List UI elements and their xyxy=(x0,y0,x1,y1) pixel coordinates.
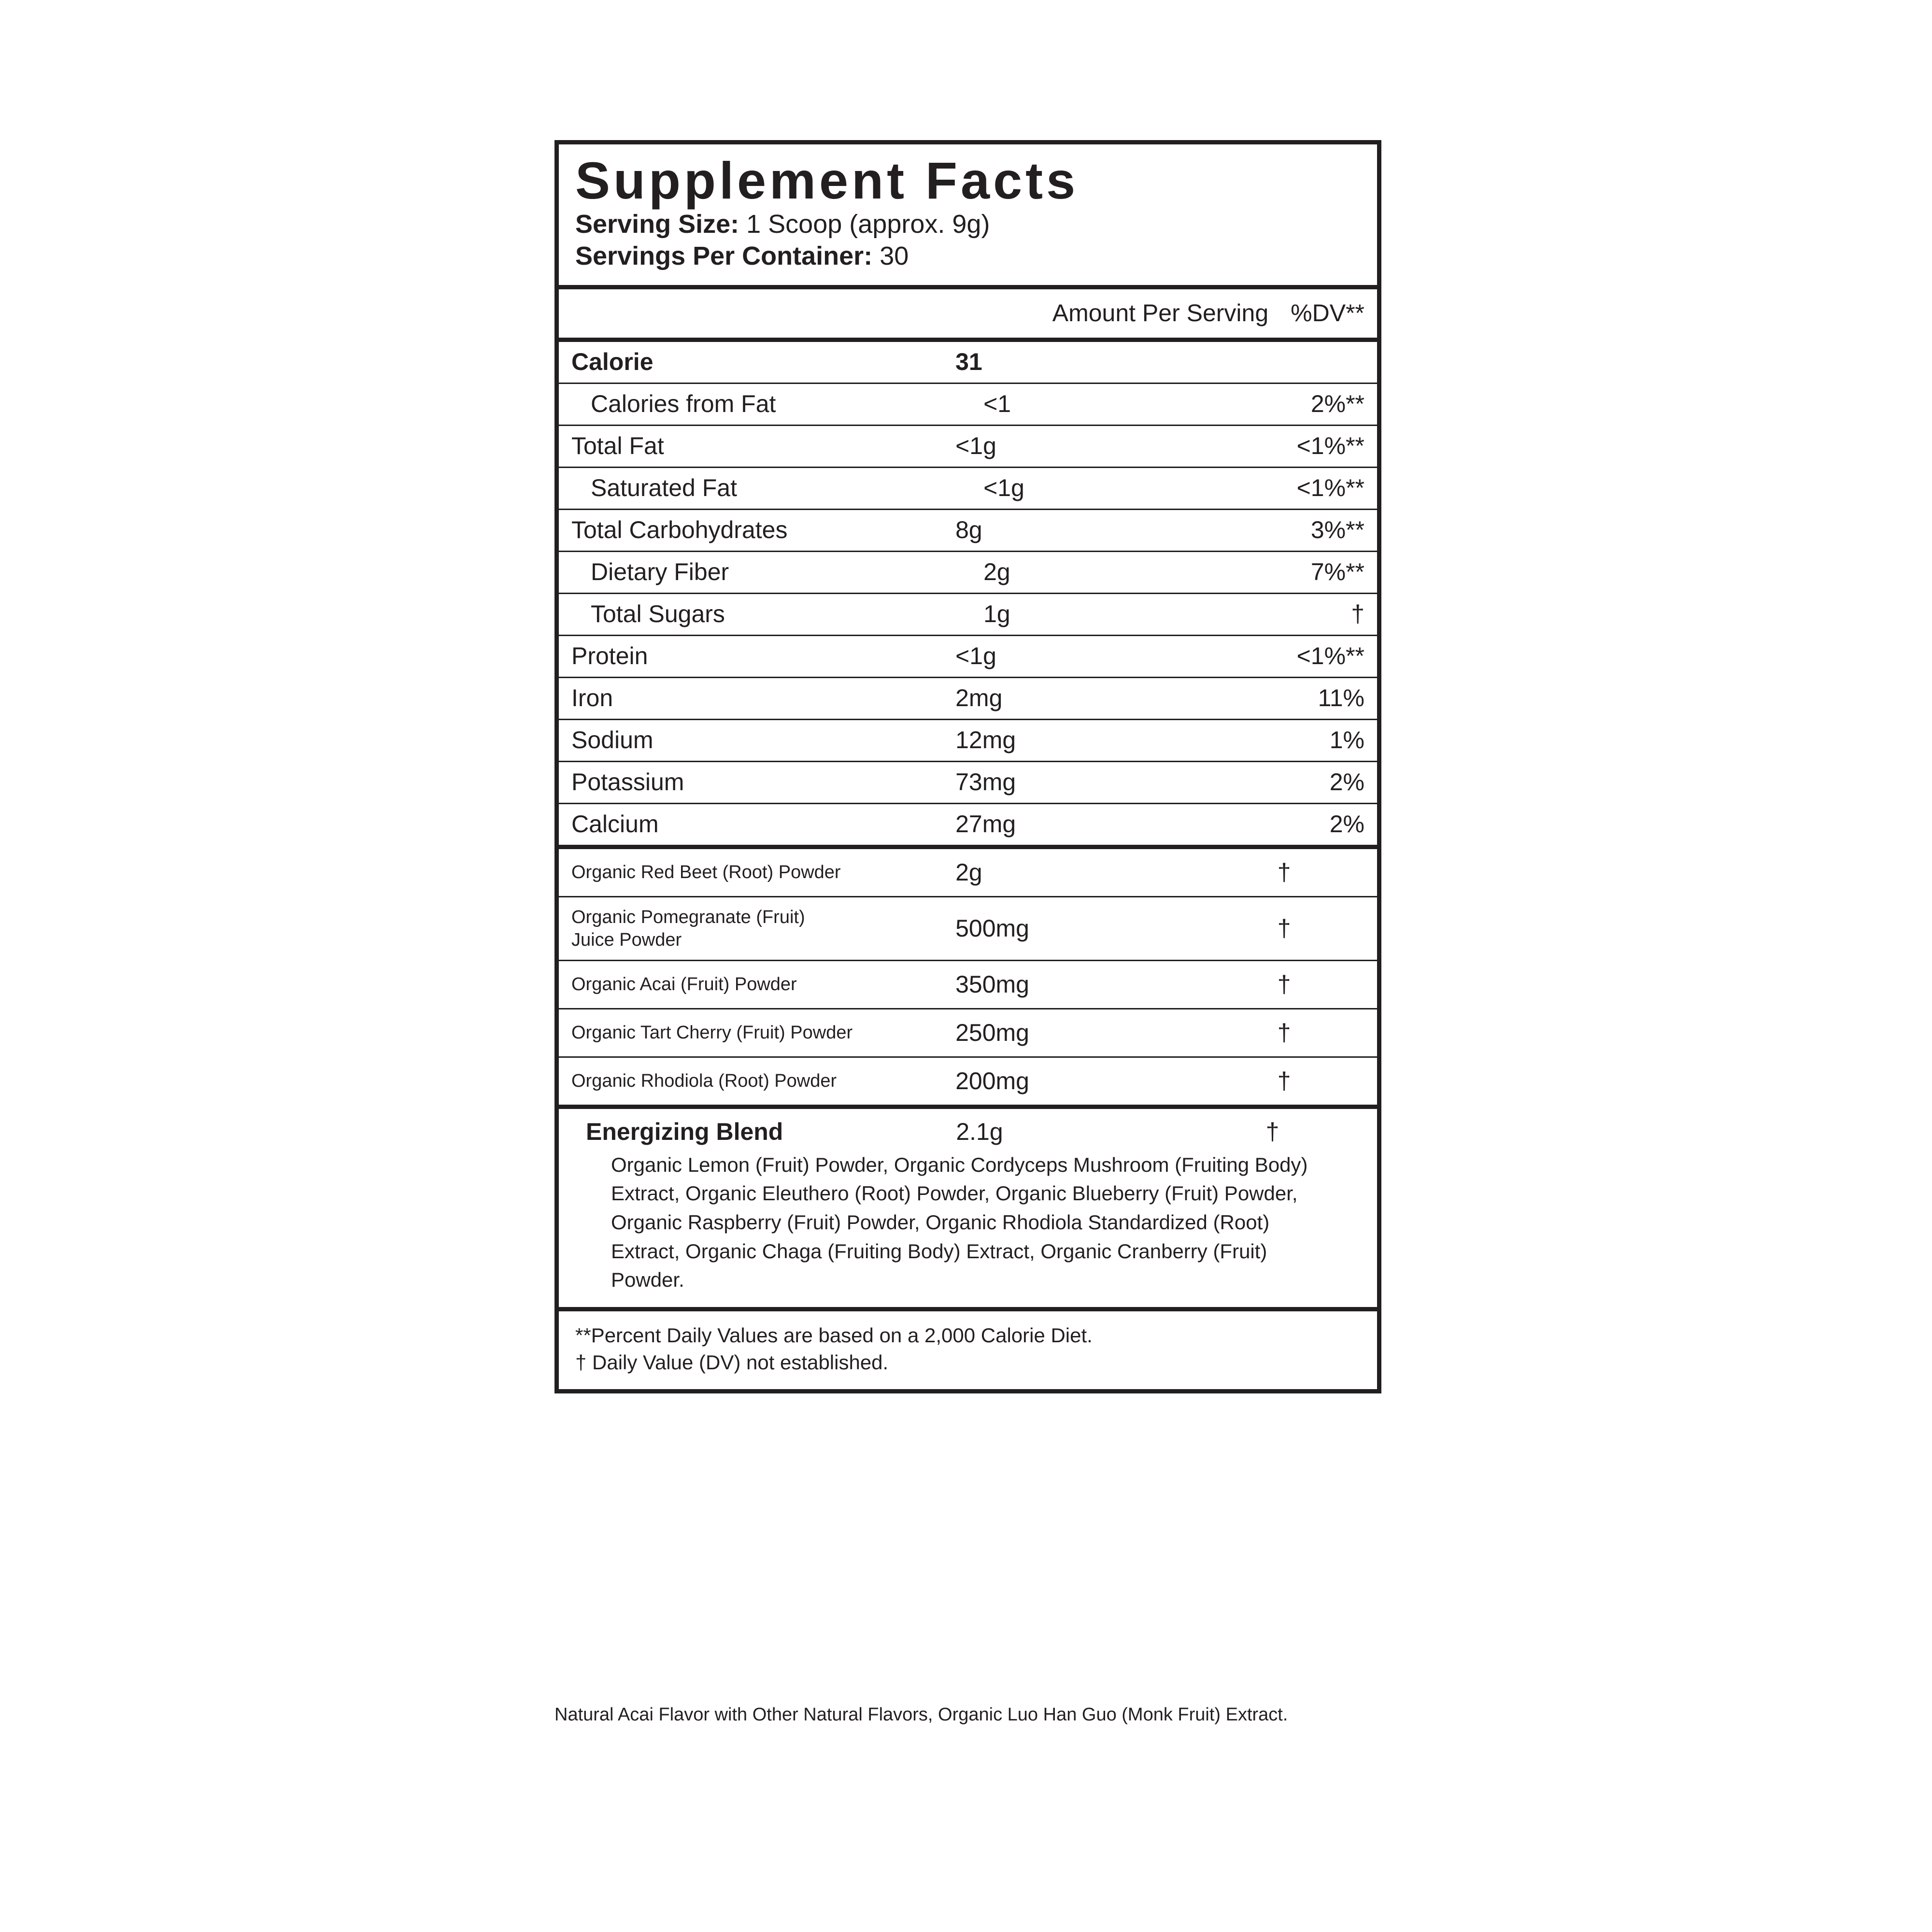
nutrient-dv: 2% xyxy=(1329,768,1364,796)
other-ingredients: Natural Acai Flavor with Other Natural Flavors, Organic Luo Han Guo (Monk Fruit) Extract. xyxy=(554,1705,1288,1725)
table-row xyxy=(559,1009,1377,1057)
table-row xyxy=(559,804,1377,845)
dv-header: %DV** xyxy=(1291,299,1364,327)
table-row xyxy=(559,720,1377,762)
nutrient-table xyxy=(554,342,1381,849)
nutrient-dv: 2%** xyxy=(1310,390,1364,418)
nutrient-dv: 2% xyxy=(1329,810,1364,838)
table-row xyxy=(559,552,1377,594)
table-row xyxy=(559,426,1377,468)
blend-header-row xyxy=(573,1118,1363,1146)
blend-components: Organic Lemon (Fruit) Powder, Organic Cordyceps Mushroom (Fruiting Body) Extract, Organic Eleuthero (Root) Powder, Organic Blueberry (Fruit) Powder, Organic Raspberry (Fruit) Powder, Organic Rhodiola Standardized (Root) Extract, Organic Chaga (Fruiting Body) Extract, Organic Cranberry (Fruit) Powder. xyxy=(611,1153,1308,1292)
nutrient-amount: <1g xyxy=(983,474,1024,502)
nutrient-amount: 1g xyxy=(983,600,1010,628)
table-row xyxy=(559,1057,1377,1105)
serving-size-value: 1 Scoop (approx. 9g) xyxy=(746,210,990,239)
ingredient-name: Organic Pomegranate (Fruit) Juice Powder xyxy=(571,907,805,950)
page-title: Supplement Facts xyxy=(575,151,1079,210)
ingredient-dv: † xyxy=(1277,970,1291,998)
footnote-percent-dv: **Percent Daily Values are based on a 2,000 Calorie Diet. xyxy=(575,1323,1093,1347)
nutrient-dv: 3%** xyxy=(1310,516,1364,544)
table-row xyxy=(559,342,1377,384)
blend-dv: † xyxy=(1265,1118,1279,1145)
blend-name: Energizing Blend xyxy=(586,1118,783,1145)
table-row xyxy=(559,384,1377,426)
nutrient-amount: 2mg xyxy=(955,684,1003,712)
nutrient-name: Protein xyxy=(571,642,648,670)
table-row xyxy=(559,636,1377,678)
nutrient-name: Total Fat xyxy=(571,432,664,460)
servings-per-container-value: 30 xyxy=(880,242,909,271)
ingredient-name: Organic Acai (Fruit) Powder xyxy=(571,974,797,995)
nutrient-amount: 12mg xyxy=(955,726,1016,754)
nutrient-dv: <1%** xyxy=(1296,432,1364,460)
servings-per-container-label: Servings Per Container: xyxy=(575,242,873,271)
ingredient-amount: 350mg xyxy=(955,970,1029,998)
ingredient-dv: † xyxy=(1277,859,1291,886)
ingredient-table xyxy=(554,849,1381,1109)
footnotes xyxy=(554,1311,1381,1393)
table-row xyxy=(559,849,1377,897)
table-row xyxy=(559,510,1377,552)
nutrient-amount: 73mg xyxy=(955,768,1016,796)
nutrient-amount: 2g xyxy=(983,558,1010,586)
table-row xyxy=(559,762,1377,804)
nutrient-name: Iron xyxy=(571,684,613,712)
serving-size-line xyxy=(575,209,1361,241)
ingredient-amount: 500mg xyxy=(955,915,1029,942)
nutrient-name: Calorie xyxy=(571,348,653,376)
serving-size-label: Serving Size: xyxy=(575,210,739,239)
footnote-dagger: † Daily Value (DV) not established. xyxy=(575,1351,889,1374)
nutrient-dv: 1% xyxy=(1329,726,1364,754)
column-headers xyxy=(554,289,1381,342)
nutrient-name: Total Sugars xyxy=(591,600,725,628)
supplement-facts-panel xyxy=(554,140,1381,1393)
blend-amount: 2.1g xyxy=(956,1118,1003,1145)
table-row xyxy=(559,960,1377,1009)
nutrient-amount: 8g xyxy=(955,516,982,544)
ingredient-amount: 200mg xyxy=(955,1067,1029,1094)
ingredient-dv: † xyxy=(1277,915,1291,942)
ingredient-name: Organic Red Beet (Root) Powder xyxy=(571,862,841,883)
nutrient-amount: <1g xyxy=(955,432,996,460)
nutrient-dv: 11% xyxy=(1318,684,1364,712)
nutrient-name: Calories from Fat xyxy=(591,390,776,418)
nutrient-amount: <1 xyxy=(983,390,1011,418)
nutrient-dv xyxy=(1213,354,1377,370)
nutrient-name: Total Carbohydrates xyxy=(571,516,788,544)
nutrient-name: Sodium xyxy=(571,726,653,754)
ingredient-amount: 2g xyxy=(955,859,982,886)
proprietary-blend xyxy=(554,1109,1381,1311)
nutrient-dv: 7%** xyxy=(1310,558,1364,586)
table-row xyxy=(559,468,1377,510)
table-row xyxy=(559,897,1377,961)
nutrient-amount: <1g xyxy=(955,642,996,670)
nutrient-name: Calcium xyxy=(571,810,659,838)
nutrient-dv: <1%** xyxy=(1296,474,1364,502)
nutrient-name: Potassium xyxy=(571,768,684,796)
nutrient-amount: 27mg xyxy=(955,810,1016,838)
ingredient-dv: † xyxy=(1277,1067,1291,1094)
amount-per-serving-header: Amount Per Serving xyxy=(1052,299,1269,327)
nutrient-dv: † xyxy=(1351,600,1364,628)
table-row xyxy=(559,594,1377,636)
label-header xyxy=(554,140,1381,289)
nutrient-name: Dietary Fiber xyxy=(591,558,729,586)
ingredient-name: Organic Rhodiola (Root) Powder xyxy=(571,1071,837,1092)
ingredient-name: Organic Tart Cherry (Fruit) Powder xyxy=(571,1023,853,1043)
table-row xyxy=(559,678,1377,720)
nutrient-name: Saturated Fat xyxy=(591,474,737,502)
ingredient-amount: 250mg xyxy=(955,1019,1029,1046)
nutrient-amount: 31 xyxy=(955,348,982,376)
servings-per-container-line xyxy=(575,241,1361,272)
ingredient-dv: † xyxy=(1277,1019,1291,1046)
nutrient-dv: <1%** xyxy=(1296,642,1364,670)
